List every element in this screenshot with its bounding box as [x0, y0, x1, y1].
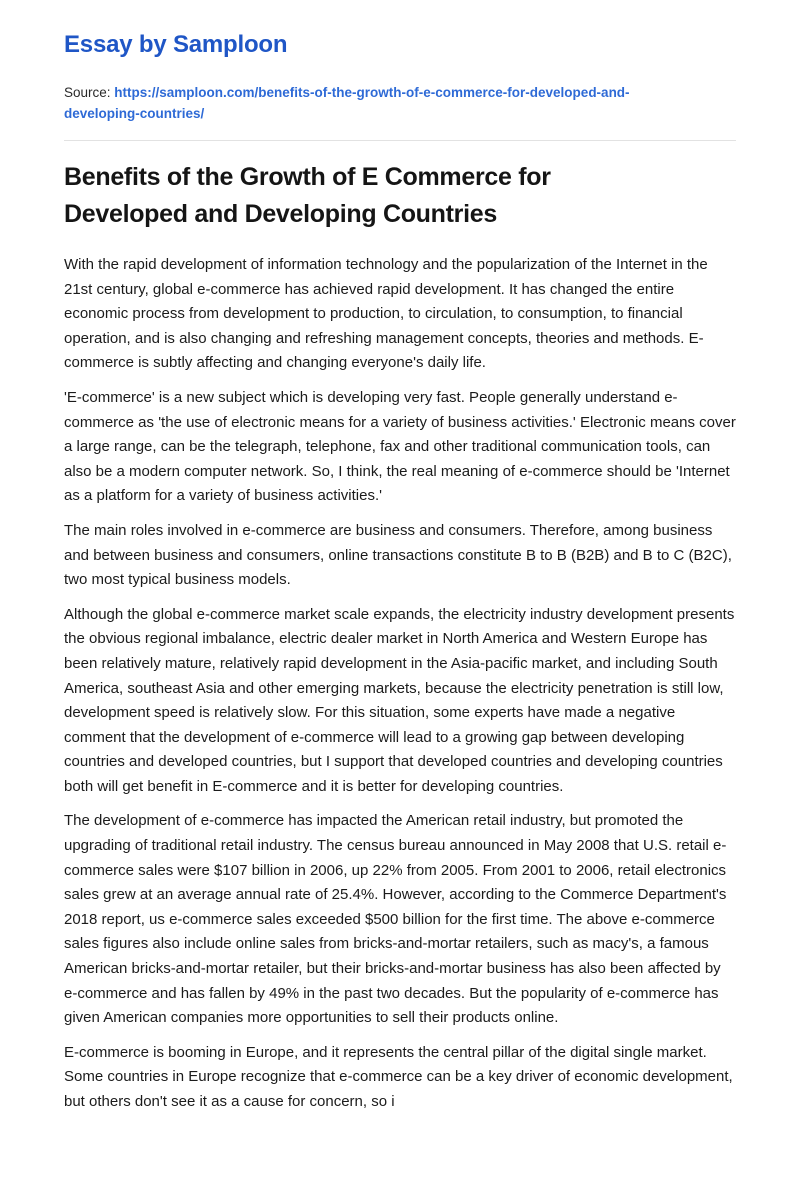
- body-paragraph: 'E-commerce' is a new subject which is developing very fast. People generally understand e-commerce as 'the use of electronic means for a variety of business activities.' Electronic means cover a large range, can be the telegraph, telephone, fax and other traditional communication tools, can also be a modern computer network. So, I think, the real meaning of e-commerce should be 'Internet as a platform for a variety of business activities.': [64, 388, 736, 505]
- body-paragraph: The main roles involved in e-commerce are business and consumers. Therefore, among business and between business and consumers, online transactions constitute B to B (B2B) and B to C (B2C), two most typical business models.: [64, 521, 732, 589]
- brand-title: Essay by Samploon: [64, 31, 288, 58]
- source-url-link[interactable]: https://samploon.com/benefits-of-the-growth-of-e-commerce-for-developed-and-developing-countries/: [64, 85, 630, 121]
- body-paragraph: With the rapid development of information technology and the popularization of the Internet in the 21st century, global e-commerce has achieved rapid development. It has changed the entire economic process from development to production, to circulation, to consumption, to financial operation, and is also changing and refreshing management concepts, theories and methods. E-commerce is subtly affecting and changing everyone's daily life.: [64, 256, 708, 372]
- source-line: [64, 82, 704, 124]
- body-paragraph: Although the global e-commerce market scale expands, the electricity industry development presents the obvious regional imbalance, electric dealer market in North America and Western Europe has been relatively mature, relatively rapid development in the Asia-pacific market, and including South America, southeast Asia and other emerging markets, because the electricity penetration is still low, development speed is relatively slow. For this situation, some experts have made a negative comment that the development of e-commerce will lead to a growing gap between developing countries and developed countries, but I support that developed countries and developing countries both will get benefit in E-commerce and it is better for developing countries.: [64, 605, 735, 795]
- body-paragraph: The development of e-commerce has impacted the American retail industry, but promoted the upgrading of traditional retail industry. The census bureau announced in May 2008 that U.S. retail e-commerce sales were $107 billion in 2006, up 22% from 2005. From 2001 to 2006, retail electronics sales grew at an average annual rate of 25.4%. However, according to the Commerce Department's 2018 report, us e-commerce sales exceeded $500 billion for the first time. The above e-commerce sales figures also include online sales from bricks-and-mortar retailers, such as macy's, a famous American bricks-and-mortar retailer, but their bricks-and-mortar business has also been affected by e-commerce and has fallen by 49% in the past two decades. But the popularity of e-commerce has given American companies more opportunities to sell their products online.: [64, 812, 727, 1027]
- source-label: Source:: [64, 85, 111, 100]
- essay-body: [64, 253, 736, 1115]
- page-title: Benefits of the Growth of E Commerce for Developed and Developing Countries: [64, 163, 551, 228]
- header-divider: [64, 140, 736, 141]
- body-paragraph: E-commerce is booming in Europe, and it represents the central pillar of the digital single market. Some countries in Europe recognize that e-commerce can be a key driver of economic development, but others don't see it as a cause for concern, so i: [64, 1043, 733, 1110]
